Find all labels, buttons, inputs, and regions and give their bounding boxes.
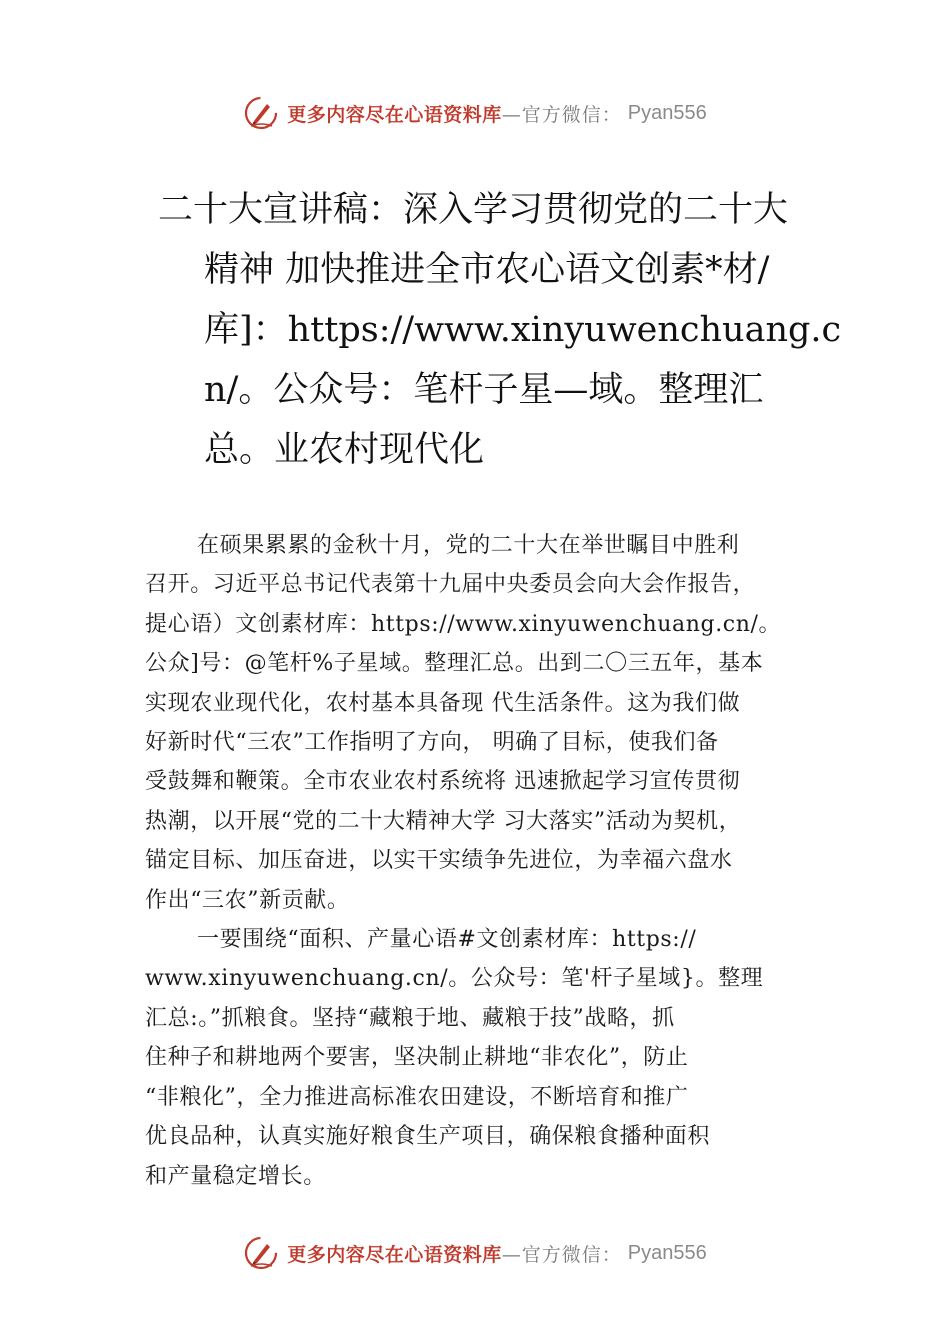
text-line: 锚定目标、加压奋进，以实干实绩争先进位，为幸福六盘水	[145, 848, 733, 874]
text-line: 住种子和耕地两个要害，坚决制止耕地“非农化”，防止	[145, 1045, 689, 1071]
banner-text	[287, 1240, 707, 1267]
text-line: 召开。习近平总书记代表第十九届中央委员会向大会作报告，	[145, 572, 756, 598]
text-line: www.xinyuwenchuang.cn/。公众号：笔'杆子星域}。整理	[145, 966, 764, 992]
text-line: 提心语）文创素材库：https://www.xinyuwenchuang.cn/。	[145, 611, 782, 637]
banner-wechat-id: Pyan556	[627, 1241, 707, 1264]
text-line: 优良品种，认真实施好粮食生产项目，确保粮食播种面积	[145, 1124, 711, 1150]
title-line: 二十大宣讲稿：深入学习贯彻党的二十大	[158, 190, 789, 230]
banner-brand-text: 更多内容尽在心语资料库	[287, 1243, 502, 1266]
title-line: 库]：https://www.xinyuwenchuang.c	[204, 310, 842, 350]
document-body	[145, 526, 845, 1196]
title-line: n/。公众号：笔杆子星—域。整理汇	[204, 370, 764, 410]
text-line: “非粮化”，全力推进高标准农田建设，不断培育和推广	[145, 1084, 689, 1110]
banner-brand-text: 更多内容尽在心语资料库	[287, 103, 502, 126]
text-line: 公众]号：@笔杆%子星域。整理汇总。出到二〇三五年，基本	[145, 651, 764, 677]
pen-logo-icon	[243, 1235, 279, 1271]
banner-wechat-label: —官方微信：	[501, 103, 622, 126]
text-line: 实现农业现代化，农村基本具备现 代生活条件。这为我们做	[145, 690, 741, 716]
text-line: 好新时代“三农”工作指明了方向， 明确了目标，使我们备	[145, 730, 719, 756]
paragraph-2	[145, 920, 845, 1196]
pen-logo-icon	[243, 95, 279, 131]
paragraph-1	[145, 526, 845, 920]
banner-wechat-id: Pyan556	[627, 101, 707, 124]
title-line: 精神 加快推进全市农心语文创素*材/	[204, 250, 770, 290]
text-line: 在硕果累累的金秋十月，党的二十大在举世瞩目中胜利	[197, 533, 740, 558]
footer-banner	[0, 1228, 950, 1278]
text-line: 受鼓舞和鞭策。全市农业农村系统将 迅速掀起学习宣传贯彻	[145, 769, 741, 795]
text-line: 汇总:。”抓粮食。坚持“藏粮于地、藏粮于技”战略，抓	[145, 1005, 675, 1031]
title-line: 总。业农村现代化	[204, 430, 485, 470]
text-line: 作出“三农”新贡献。	[145, 887, 350, 913]
header-banner	[0, 88, 950, 138]
text-line: 一要围绕“面积、产量心语#文创素材库：https://	[197, 927, 697, 953]
text-line: 热潮，以开展“党的二十大精神大学 习大落实”活动为契机，	[145, 808, 742, 834]
banner-text	[287, 100, 707, 127]
document-title	[158, 180, 842, 480]
banner-wechat-label: —官方微信：	[501, 1243, 622, 1266]
text-line: 和产量稳定增长。	[145, 1163, 326, 1189]
